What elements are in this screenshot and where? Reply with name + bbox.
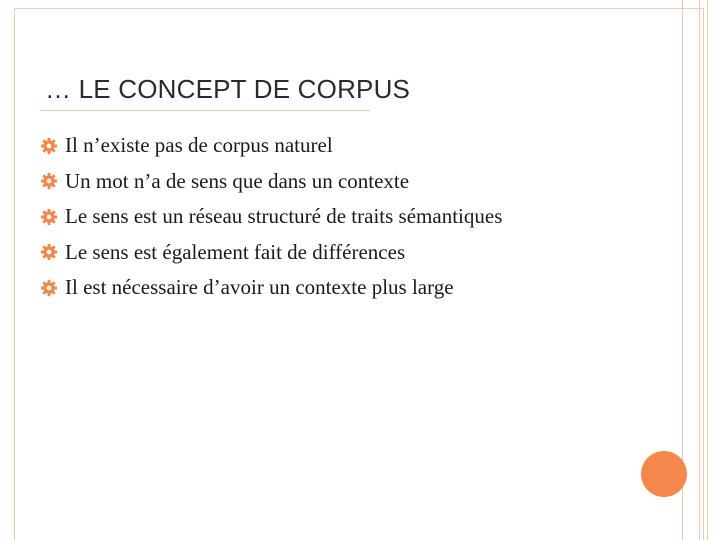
gear-icon (40, 208, 58, 226)
gear-icon (40, 279, 58, 297)
right-decorative-band-outer (696, 0, 708, 540)
bullet-text: Le sens est un réseau structuré de traits sémantiques (65, 204, 503, 229)
gear-icon (40, 243, 58, 261)
bullet-text: Il est nécessaire d’avoir un contexte plus large (65, 275, 454, 300)
list-item (40, 270, 502, 306)
list-item (40, 128, 502, 164)
bullet-list (40, 128, 502, 306)
accent-circle (641, 451, 687, 497)
slide-title: … LE CONCEPT DE CORPUS (45, 74, 411, 104)
bullet-text: Un mot n’a de sens que dans un contexte (65, 168, 410, 193)
bullet-text: Il n’existe pas de corpus naturel (65, 133, 333, 158)
title-divider (40, 110, 370, 111)
list-item (40, 235, 502, 271)
list-item (40, 164, 502, 200)
gear-icon (40, 172, 58, 190)
bullet-text: Le sens est également fait de différences (65, 239, 406, 264)
list-item (40, 199, 502, 235)
gear-icon (40, 137, 58, 155)
